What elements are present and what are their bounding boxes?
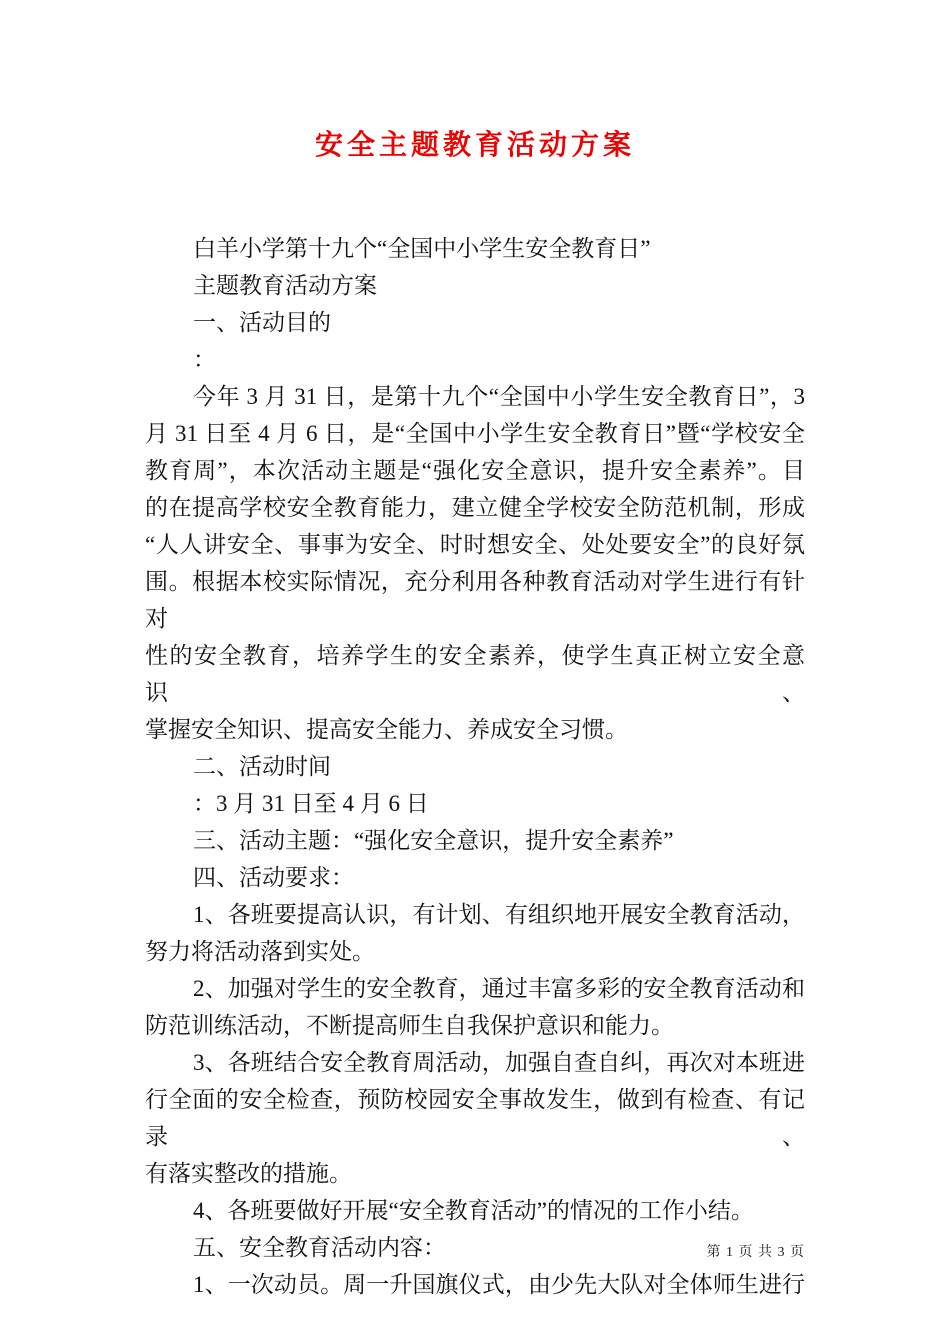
- document-line: 1、一次动员。周一升国旗仪式，由少先大队对全体师生进行: [193, 1272, 805, 1297]
- document-line: 教育周”，本次活动主题是“强化安全意识，提升安全素养”。目: [145, 458, 805, 483]
- document-line: 行全面的安全检查，预防校园安全事故发生，做到有检查、有记录、: [145, 1087, 805, 1149]
- document-line: 今年 3 月 31 日，是第十九个“全国中小学生安全教育日”，3: [193, 384, 805, 409]
- document-line: 主题教育活动方案: [193, 273, 377, 298]
- document-title: 安全主题教育活动方案: [314, 129, 635, 160]
- document-line: 3、各班结合安全教育周活动，加强自查自纠，再次对本班进: [193, 1050, 805, 1075]
- document-line: 防范训练活动，不断提高师生自我保护意识和能力。: [145, 1013, 674, 1038]
- document-line: 月 31 日至 4 月 6 日，是“全国中小学生安全教育日”暨“学校安全: [145, 421, 805, 446]
- document-body: [145, 230, 805, 1303]
- document-line: 四、活动要求：: [193, 865, 354, 890]
- document-line: 1、各班要提高认识，有计划、有组织地开展安全教育活动，: [193, 902, 805, 927]
- document-line: ：: [193, 347, 216, 372]
- document-line: 性的安全教育，培养学生的安全素养，使学生真正树立安全意识、: [145, 643, 805, 705]
- document-line: 掌握安全知识、提高安全能力、养成安全习惯。: [145, 717, 628, 742]
- document-line: 4、各班要做好开展“安全教育活动”的情况的工作小结。: [193, 1198, 754, 1223]
- document-line: 努力将活动落到实处。: [145, 939, 375, 964]
- document-line: 2、加强对学生的安全教育，通过丰富多彩的安全教育活动和: [193, 976, 805, 1001]
- document-line: 三、活动主题：“强化安全意识，提升安全素养”: [193, 828, 674, 853]
- document-line: 的在提高学校安全教育能力，建立健全学校安全防范机制，形成: [145, 495, 805, 520]
- page-number-footer: 第 1 页 共 3 页: [706, 1245, 805, 1260]
- document-line: 围。根据本校实际情况，充分利用各种教育活动对学生进行有针对: [145, 569, 805, 631]
- document-line: 二、活动时间: [193, 754, 331, 779]
- document-line: 五、安全教育活动内容：: [193, 1235, 446, 1260]
- document-line: 白羊小学第十九个“全国中小学生安全教育日”: [193, 236, 651, 261]
- document-line: 一、活动目的: [193, 310, 331, 335]
- document-line: ：3 月 31 日至 4 月 6 日: [193, 791, 429, 816]
- document-line: “人人讲安全、事事为安全、时时想安全、处处要安全”的良好氛: [145, 532, 805, 557]
- document-line: 有落实整改的措施。: [145, 1161, 352, 1186]
